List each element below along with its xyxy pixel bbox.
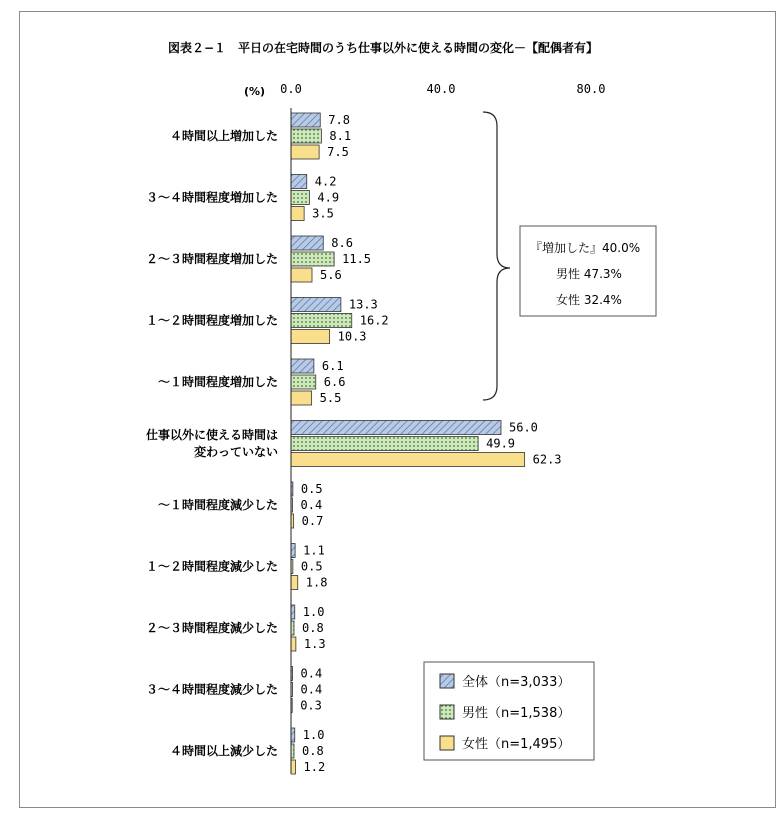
bar-total [291,236,323,250]
category-label: １～２時間程度増加した [145,313,278,328]
legend-label-total: 全体（n=3,033） [462,675,571,690]
summary-female: 女性 32.4% [556,293,622,307]
value-label-total: 7.8 [328,113,350,127]
category-label: ４時間以上増加した [169,129,278,143]
x-axis-ticks [280,82,605,96]
value-label-male: 0.4 [300,682,323,697]
value-label-male: 0.5 [300,559,323,574]
bar-total [291,421,501,435]
value-label-male: 0.8 [302,621,324,635]
increase-group-brace [483,112,510,400]
bar-total [291,175,307,189]
category-label: ２～３時間程度増加した [145,252,278,266]
bar-male [291,437,478,451]
bar-total [291,298,341,312]
legend-label-female: 女性（n=1,495） [462,737,571,752]
bar-female [291,207,304,221]
bar-female [291,268,312,282]
value-label-female: 7.5 [327,145,349,159]
value-label-total: 1.1 [303,543,325,558]
value-label-total: 56.0 [509,420,538,435]
value-label-female: 1.2 [303,760,326,774]
bar-total [291,605,295,619]
value-label-total: 8.6 [331,236,353,250]
value-label-female: 3.5 [312,206,334,221]
bar-total [291,544,295,558]
value-label-female: 62.3 [532,452,562,467]
legend-swatch-female [440,736,454,750]
value-label-male: 0.8 [302,744,324,758]
value-label-male: 6.6 [323,375,346,389]
value-label-female: 10.3 [337,329,367,344]
value-label-male: 16.2 [359,313,389,328]
value-label-female: 5.6 [320,268,342,282]
value-label-female: 0.3 [300,698,322,713]
category-labels [146,128,278,758]
summary-male: 男性 47.3% [556,267,622,281]
legend-label-male: 男性（n=1,538） [462,706,571,721]
bar-total [291,359,314,373]
bar-male [291,314,352,328]
value-label-male: 4.9 [317,190,340,205]
summary-total: 『増加した』40.0% [530,241,641,255]
value-label-female: 5.5 [319,391,342,405]
bar-female [291,453,525,467]
category-label: 変わっていない [194,445,278,459]
legend-swatch-total [440,674,454,688]
bar-male [291,129,321,143]
value-label-female: 1.8 [305,575,328,590]
category-label: ３～４時間程度増加した [145,190,278,205]
bar-male [291,375,316,389]
axis-unit-label: (%) [244,85,266,98]
value-label-female: 1.3 [303,637,326,651]
bar-female [291,330,330,344]
value-label-total: 0.4 [300,666,323,681]
category-label: ２～３時間程度減少した [145,621,278,635]
bar-total [291,113,320,127]
category-label: １～２時間程度減少した [145,559,278,574]
bar-female [291,760,296,774]
legend-swatch-male [440,705,454,719]
value-label-total: 4.2 [314,174,337,189]
bar-male [291,252,334,266]
category-label: ～１時間程度増加した [157,375,278,389]
value-label-female: 0.7 [301,514,324,528]
x-tick-label: 80.0 [576,82,606,96]
category-label: 仕事以外に使える時間は [145,428,278,442]
value-label-total: 1.0 [302,728,325,742]
bar-total [291,728,295,742]
category-label: ～１時間程度減少した [157,498,278,512]
value-label-total: 6.1 [321,359,344,373]
category-label: ４時間以上減少した [169,744,278,758]
value-label-total: 0.5 [300,482,323,496]
x-tick-label: 0.0 [280,82,302,96]
value-label-male: 49.9 [486,436,516,451]
value-label-male: 0.4 [300,498,323,512]
legend [424,662,594,760]
bar-female [291,637,296,651]
chart-title: 図表２−１ 平日の在宅時間のうち仕事以外に使える時間の変化－【配偶者有】 [167,41,599,55]
category-label: ３～４時間程度減少した [145,682,278,697]
bar-female [291,576,298,590]
bar-female [291,391,312,405]
value-label-total: 13.3 [348,297,378,312]
bar-female [291,145,319,159]
x-tick-label: 40.0 [426,82,456,96]
value-label-male: 8.1 [329,129,352,143]
increase-summary-box [520,226,656,316]
bar-male [291,191,309,205]
value-label-male: 11.5 [342,252,372,266]
value-label-total: 1.0 [302,605,325,619]
